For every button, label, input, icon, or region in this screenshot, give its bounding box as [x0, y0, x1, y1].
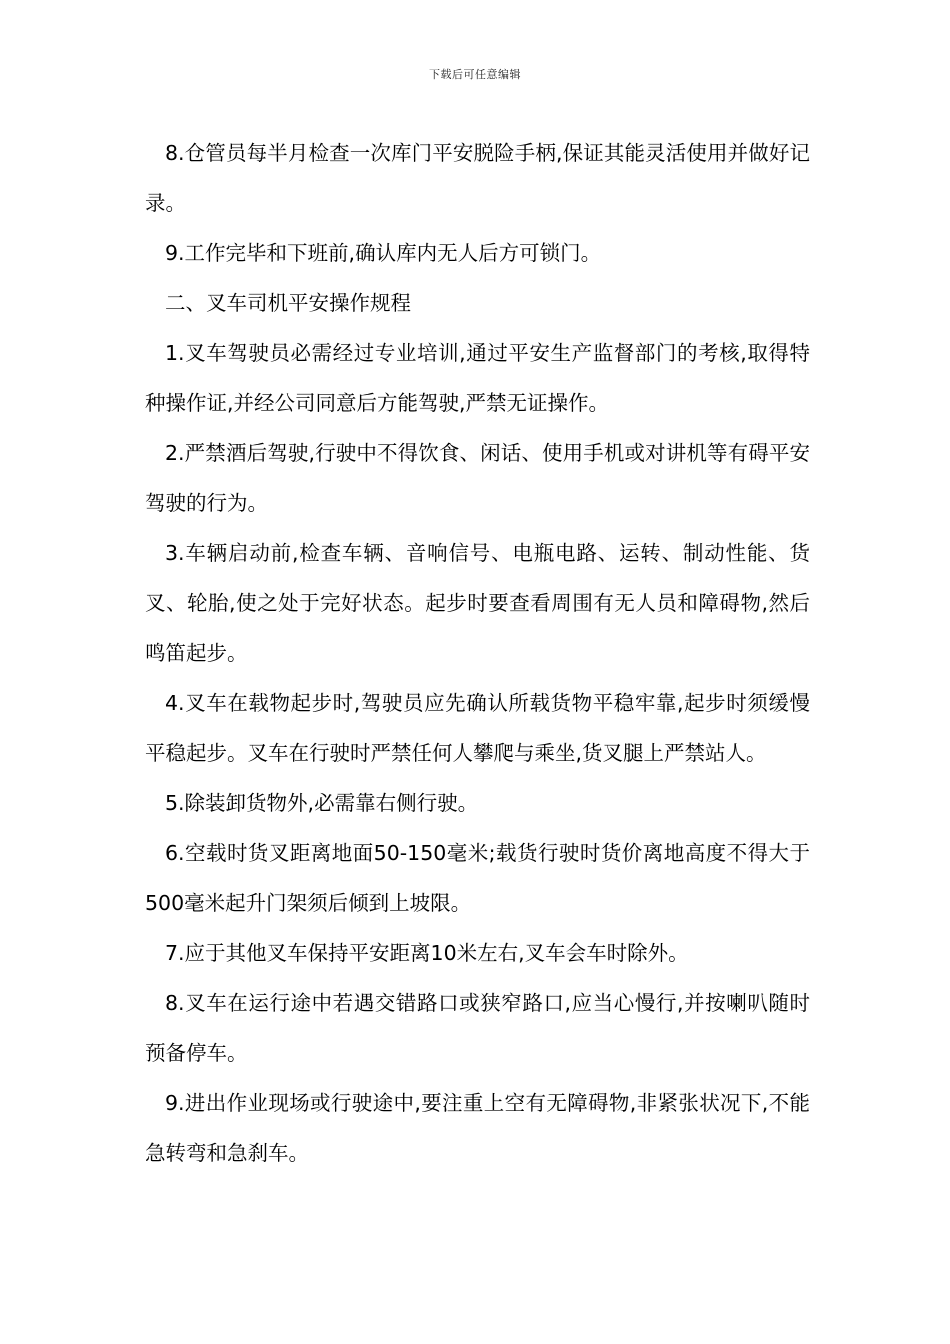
paragraph-warehouse-rule-8: 8.仓管员每半月检查一次库门平安脱险手柄,保证其能灵活使用并做好记录。 [145, 141, 810, 215]
section-heading-forklift-rules: 二、叉车司机平安操作规程 [165, 291, 411, 315]
paragraph-forklift-rule-1: 1.叉车驾驶员必需经过专业培训,通过平安生产监督部门的考核,取得特种操作证,并经公司同意后方能驾驶,严禁无证操作。 [145, 341, 810, 415]
paragraph-warehouse-rule-9: 9.工作完毕和下班前,确认库内无人后方可锁门。 [165, 241, 602, 265]
page-header: 下载后可任意编辑 [429, 68, 521, 81]
paragraph-forklift-rule-7: 7.应于其他叉车保持平安距离10米左右,叉车会车时除外。 [165, 941, 689, 965]
paragraph-forklift-rule-6: 6.空载时货叉距离地面50-150毫米;载货行驶时货价离地高度不得大于500毫米起升门架须后倾到上坡限。 [145, 841, 810, 915]
paragraph-forklift-rule-2: 2.严禁酒后驾驶,行驶中不得饮食、闲话、使用手机或对讲机等有碍平安驾驶的行为。 [145, 441, 810, 515]
paragraph-forklift-rule-9: 9.进出作业现场或行驶途中,要注重上空有无障碍物,非紧张状况下,不能急转弯和急刹车。 [145, 1091, 810, 1165]
paragraph-forklift-rule-4: 4.叉车在载物起步时,驾驶员应先确认所载货物平稳牢靠,起步时须缓慢平稳起步。叉车在行驶时严禁任何人攀爬与乘坐,货叉腿上严禁站人。 [145, 691, 810, 765]
document-body [145, 128, 810, 1178]
paragraph-forklift-rule-3: 3.车辆启动前,检查车辆、音响信号、电瓶电路、运转、制动性能、货叉、轮胎,使之处于完好状态。起步时要查看周围有无人员和障碍物,然后鸣笛起步。 [145, 541, 810, 665]
paragraph-forklift-rule-5: 5.除装卸货物外,必需靠右侧行驶。 [165, 791, 479, 815]
paragraph-forklift-rule-8: 8.叉车在运行途中若遇交错路口或狭窄路口,应当心慢行,并按喇叭随时预备停车。 [145, 991, 810, 1065]
